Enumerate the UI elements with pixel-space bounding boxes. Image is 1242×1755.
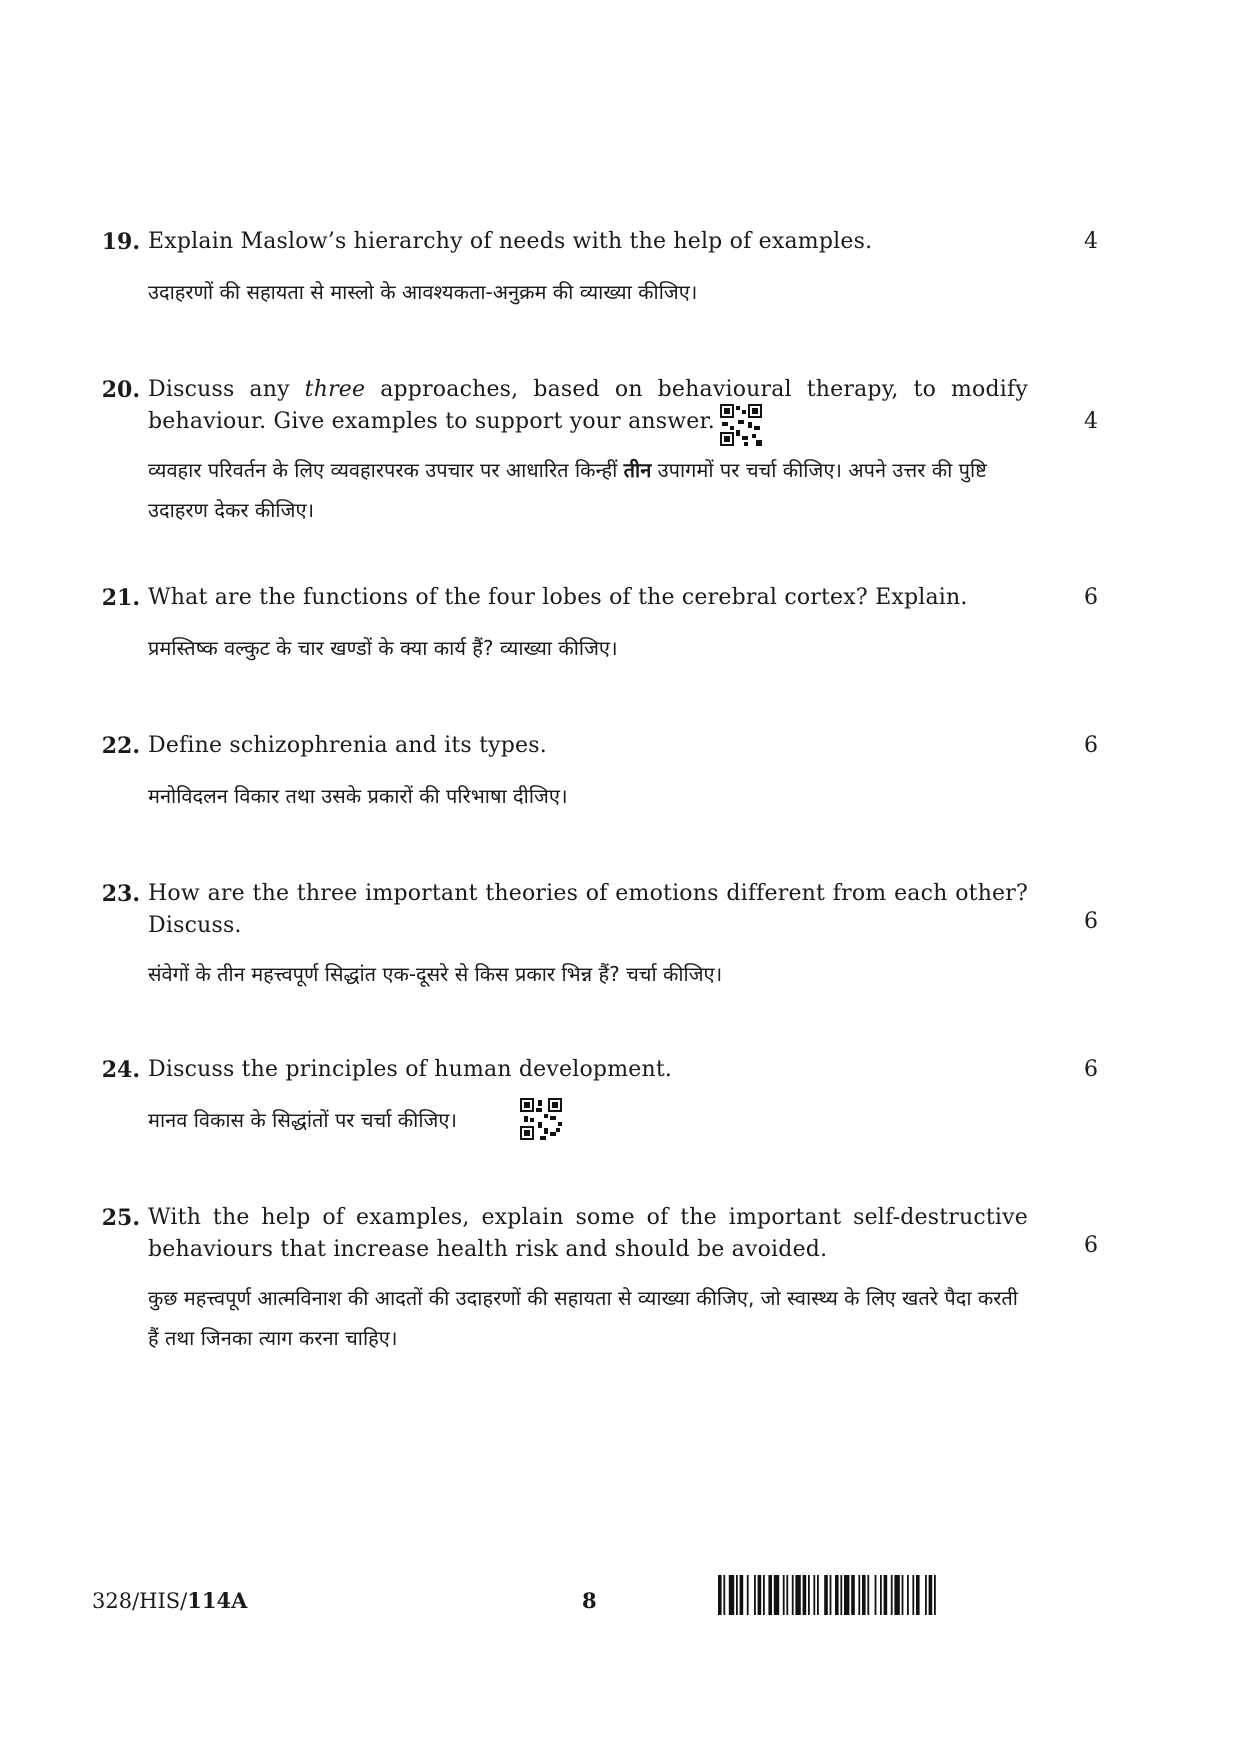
- question-marks: 6: [1084, 585, 1098, 610]
- question-number: 19.: [101, 229, 140, 255]
- question-number: 21.: [101, 585, 140, 611]
- barcode-icon: [718, 1575, 998, 1615]
- question-text-hindi: संवेगों के तीन महत्त्वपूर्ण सिद्धांत एक-दूसरे से किस प्रकार भिन्न हैं? चर्चा कीजिए।: [148, 962, 723, 986]
- question-number: 24.: [101, 1057, 140, 1083]
- qr-code-icon[interactable]: [520, 1098, 562, 1140]
- question-text-english: Discuss the principles of human development.: [148, 1057, 673, 1082]
- question-marks: 6: [1084, 1233, 1098, 1258]
- question-text-english: Explain Maslow’s hierarchy of needs with the help of examples.: [148, 229, 873, 254]
- question-text-english: With the help of examples, explain some of the important self-destructive behaviours that increase health risk and should be avoided.: [148, 1205, 1028, 1262]
- question-number: 20.: [101, 377, 140, 403]
- question-marks: 6: [1084, 1057, 1098, 1082]
- question-text-hindi: प्रमस्तिष्क वल्कुट के चार खण्डों के क्या कार्य हैं? व्याख्या कीजिए।: [148, 636, 618, 660]
- question-text-hindi: उदाहरणों की सहायता से मास्लो के आवश्यकता-अनुक्रम की व्याख्या कीजिए।: [148, 280, 698, 304]
- question-text-hindi: मनोविदलन विकार तथा उसके प्रकारों की परिभाषा दीजिए।: [148, 784, 568, 808]
- question-marks: 6: [1084, 733, 1098, 758]
- question-text-english: What are the functions of the four lobes of the cerebral cortex? Explain.: [148, 585, 968, 610]
- question-text-english: Define schizophrenia and its types.: [148, 733, 547, 758]
- question-marks: 4: [1084, 229, 1098, 254]
- question-number: 23.: [101, 881, 140, 907]
- qr-code-icon[interactable]: [720, 404, 762, 446]
- page-number: 8: [582, 1588, 597, 1613]
- question-text-english: How are the three important theories of emotions different from each other? Discuss.: [148, 881, 1028, 938]
- question-text-hindi: व्यवहार परिवर्तन के लिए व्यवहारपरक उपचार पर आधारित किन्हीं तीन उपागमों पर चर्चा कीजिए। अपने उत्तर की पुष्टि उदाहरण देकर कीजिए।: [148, 458, 987, 522]
- question-marks: 6: [1084, 909, 1098, 934]
- question-number: 25.: [101, 1205, 140, 1231]
- question-text-hindi: कुछ महत्त्वपूर्ण आत्मविनाश की आदतों की उदाहरणों की सहायता से व्याख्या कीजिए, जो स्वास्थ्य के लिए खतरे पैदा करती हैं तथा जिनका त्याग करना चाहिए।: [148, 1286, 1018, 1350]
- paper-code: 328/HIS/114A: [92, 1588, 248, 1613]
- question-marks: 4: [1084, 409, 1098, 434]
- question-text-hindi: मानव विकास के सिद्धांतों पर चर्चा कीजिए।: [148, 1108, 457, 1132]
- question-text-english: Discuss any three approaches, based on behavioural therapy, to modify behaviour. Give examples to support your answer.: [148, 377, 1028, 434]
- question-number: 22.: [101, 733, 140, 759]
